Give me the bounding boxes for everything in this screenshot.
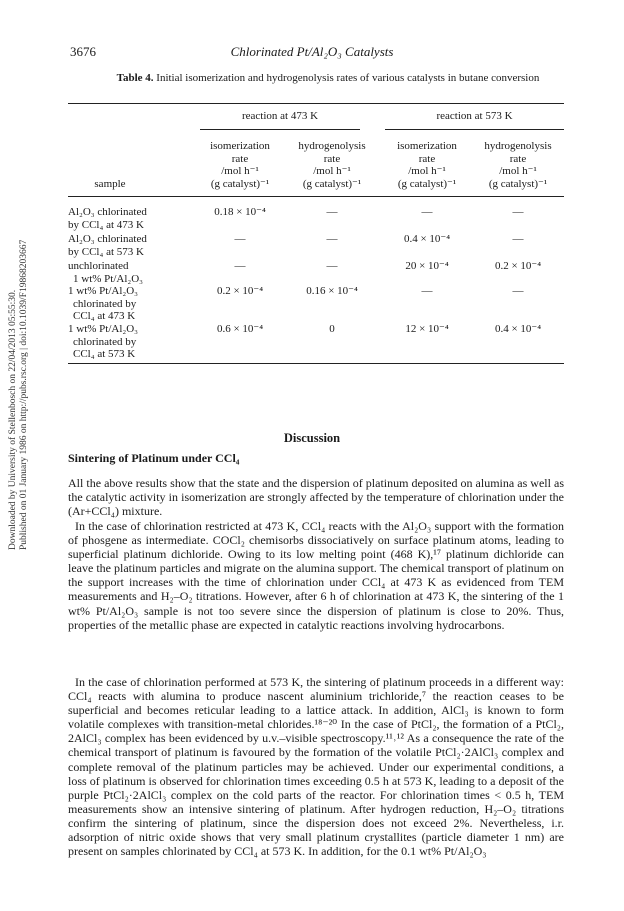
table-row-2-hydro-573: — bbox=[512, 233, 524, 245]
table-row-4-hydro-573: — bbox=[512, 285, 524, 297]
table-caption-text: Initial isomerization and hydrogenolysis rates of various catalysts in butane conversion bbox=[156, 72, 540, 84]
table-row-1-isom-473: 0.18 × 10⁻⁴ bbox=[214, 206, 266, 218]
side-note-line-1: Downloaded by University of Stellenbosch on 22/04/2013 05:55:30. bbox=[8, 289, 18, 550]
group-rule-573k bbox=[385, 129, 564, 130]
page-number: 3676 bbox=[70, 44, 96, 59]
table-row-1-sample: Al₂O₃ chlorinated by CCl₄ at 473 K bbox=[68, 206, 147, 231]
table-row-5-isom-573: 12 × 10⁻⁴ bbox=[405, 323, 449, 335]
table-row-2-isom-473: — bbox=[234, 233, 246, 245]
table-caption-label: Table 4. bbox=[116, 72, 154, 84]
column-group-473k: reaction at 473 K bbox=[241, 110, 319, 122]
table-row-2-isom-573: 0.4 × 10⁻⁴ bbox=[403, 233, 451, 245]
table-row-4-isom-473: 0.2 × 10⁻⁴ bbox=[216, 285, 264, 297]
table-row-5-isom-473: 0.6 × 10⁻⁴ bbox=[216, 323, 264, 335]
group-rule-473k bbox=[200, 129, 360, 130]
table-row-3-hydro-473: — bbox=[326, 260, 338, 272]
table-header-rule bbox=[68, 196, 564, 197]
table-row-1-isom-573: — bbox=[421, 206, 433, 218]
header-isomerization-473: isomerization rate /mol h⁻¹ (g catalyst)⁻¹ bbox=[210, 140, 270, 190]
table-row-4-isom-573: — bbox=[421, 285, 433, 297]
header-isomerization-573: isomerization rate /mol h⁻¹ (g catalyst)⁻¹ bbox=[397, 140, 457, 190]
table-row-2-sample: Al₂O₃ chlorinated by CCl₄ at 573 K bbox=[68, 233, 147, 258]
table-top-rule bbox=[68, 103, 564, 104]
table-row-3-sample: unchlorinated 1 wt% Pt/Al₂O₃ bbox=[68, 260, 144, 285]
section-heading: Sintering of Platinum under CCl₄ bbox=[68, 451, 240, 465]
table-row-1-hydro-573: — bbox=[512, 206, 524, 218]
download-provenance-note bbox=[8, 240, 30, 550]
paragraph-3: In the case of chlorination performed at 573 K, the sintering of platinum proceeds in a different way: CCl₄ reacts with alumina to produce nascent aluminium trichloride,⁷ the reaction ceases to be superficial and becomes reticular leading to a lattice attack. In addition, AlCl₃ is known to form volatile complexes with transition-metal chlorides.¹⁸⁻²⁰ In the case of PtCl₂, the formation of a PtCl₂, 2AlCl₃ complex has been evidenced by u.v.–visible spectroscopy.¹¹˒¹² As a consequence the rate of the chemical transport of platinum is favoured by the formation of the volatile PtCl₂·2AlCl₃ complex and complete removal of the platinum particles may be achieved. Under our experimental conditions, a loss of platinum is observed for chlorination times exceeding 0.5 h at 573 K, leading to a deposit of the purple PtCl₂·2AlCl₃ complex on the cold parts of the reactor. For chlorination times < 0.5 h, TEM measurements show an intensive sintering of platinum. After hydrogen reduction, H₂–O₂ titrations confirm the sintering of platinum, since the dispersion does not exceed 2%. Nevertheless, i.r. adsorption of nitric oxide shows that very small platinum crystallites (particle diameter 1 nm) are present on samples chlorinated by CCl₄ at 573 K. In addition, for the 0.1 wt% Pt/Al₂O₃ bbox=[68, 675, 564, 859]
paragraph-1: All the above results show that the state and the dispersion of platinum deposited on alumina as well as the catalytic activity in isomerization are strongly affected by the temperature of chlorination under the (Ar+CCl₄) mixture. bbox=[68, 476, 564, 519]
table-row-4-sample: 1 wt% Pt/Al₂O₃ chlorinated by CCl₄ at 473 K bbox=[68, 285, 139, 322]
table-row-3-hydro-573: 0.2 × 10⁻⁴ bbox=[494, 260, 542, 272]
table-row-3-isom-573: 20 × 10⁻⁴ bbox=[405, 260, 449, 272]
table-row-4-hydro-473: 0.16 × 10⁻⁴ bbox=[306, 285, 358, 297]
running-header: Chlorinated Pt/Al₂O₃ Catalysts bbox=[230, 44, 394, 59]
table-row-1-hydro-473: — bbox=[326, 206, 338, 218]
header-hydrogenolysis-573: hydrogenolysis rate /mol h⁻¹ (g catalyst)⁻¹ bbox=[484, 140, 552, 190]
table-bottom-rule bbox=[68, 363, 564, 364]
table-row-5-sample: 1 wt% Pt/Al₂O₃ chlorinated by CCl₄ at 573 K bbox=[68, 323, 139, 360]
table-row-3-isom-473: — bbox=[234, 260, 246, 272]
paragraph-2: In the case of chlorination restricted at 473 K, CCl₄ reacts with the Al₂O₃ support with the formation of phosgene as intermediate. COCl₂ chemisorbs dissociatively on surface platinum atoms, leading to superficial platinum dichloride. Owing to its low melting point (468 K),¹⁷ platinum dichloride can leave the platinum particles and migrate on the alumina support. The chemical transport of platinum on the support increases with the time of chlorination under CCl₄ at 473 K as evidenced from TEM measurements and H₂–O₂ titrations. However, after 6 h of chlorination at 473 K, the sintering of the 1 wt% Pt/Al₂O₃ sample is not too severe since the dispersion of platinum is close to 20%. Thus, properties of the metallic phase are expected in catalytic reactions involving hydrocarbons. bbox=[68, 519, 564, 632]
column-group-573k: reaction at 573 K bbox=[436, 110, 513, 122]
discussion-heading: Discussion bbox=[283, 431, 341, 445]
table-row-2-hydro-473: — bbox=[326, 233, 338, 245]
side-note-line-2: Published on 01 January 1986 on http://pubs.rsc.org | doi:10.1039/F19868203667 bbox=[19, 239, 29, 550]
header-hydrogenolysis-473: hydrogenolysis rate /mol h⁻¹ (g catalyst)⁻¹ bbox=[298, 140, 366, 190]
table-row-5-hydro-473: 0 bbox=[329, 323, 335, 335]
header-sample: sample bbox=[94, 178, 126, 190]
table-caption bbox=[88, 72, 568, 85]
table-row-5-hydro-573: 0.4 × 10⁻⁴ bbox=[494, 323, 542, 335]
